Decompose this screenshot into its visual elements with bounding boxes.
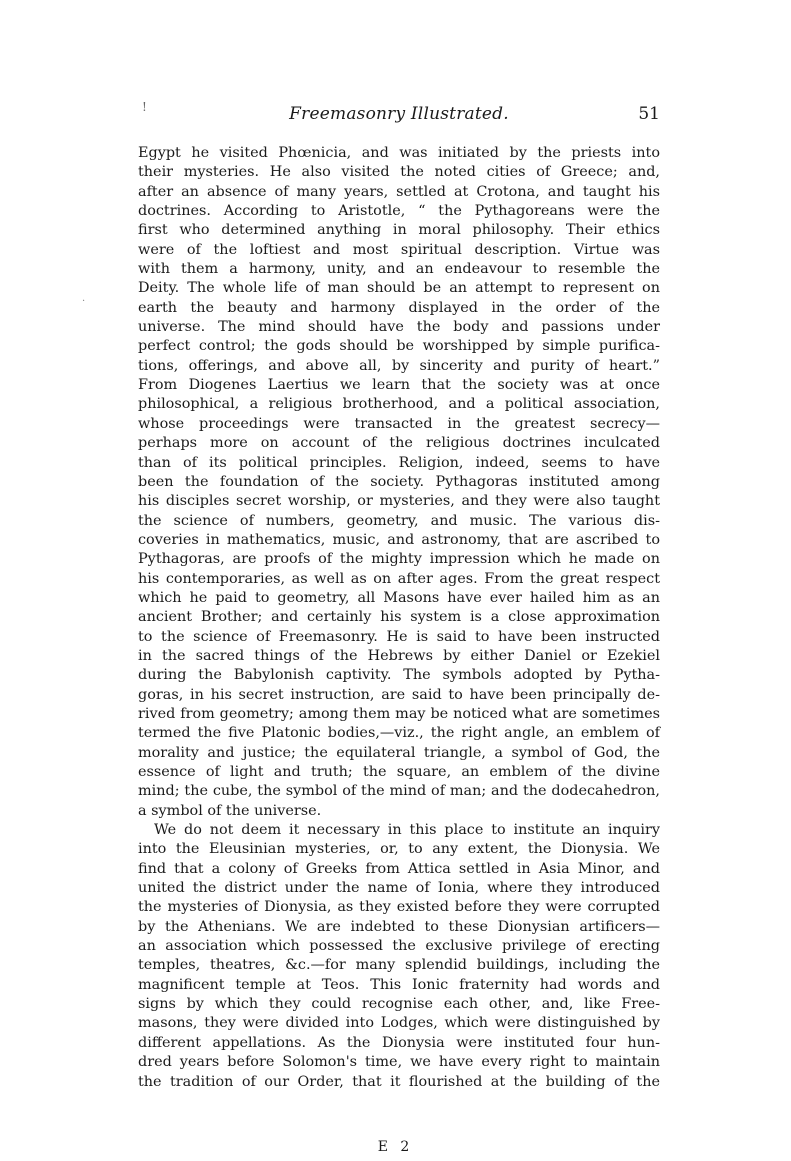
text-line: dred years before Solomon's time, we have every right to maintain bbox=[138, 1054, 660, 1071]
text-line: universe. The mind should have the body and passions under bbox=[138, 319, 660, 336]
text-line: a symbol of the universe. bbox=[138, 802, 322, 819]
text-line: in the sacred things of the Hebrews by either Daniel or Ezekiel bbox=[138, 647, 660, 664]
text-line: perhaps more on account of the religious doctrines inculcated bbox=[138, 435, 660, 452]
text-line: his disciples secret worship, or mysteries, and they were also taught bbox=[138, 493, 660, 510]
text-line: essence of light and truth; the square, an emblem of the divine bbox=[138, 764, 660, 780]
text-line: find that a colony of Greeks from Attica settled in Asia Minor, and bbox=[138, 860, 660, 877]
text-line: coveries in mathematics, music, and astronomy, that are ascribed to bbox=[138, 531, 660, 548]
text-line: rived from geometry; among them may be noticed what are sometimes bbox=[138, 705, 660, 722]
text-line: magnificent temple at Teos. This Ionic fraternity had words and bbox=[138, 976, 660, 993]
text-line: by the Athenians. We are indebted to these Dionysian artificers— bbox=[138, 918, 660, 935]
stray-mark: ! bbox=[142, 100, 147, 114]
text-line: an association which possessed the exclusive privilege of erecting bbox=[138, 938, 660, 955]
running-title: Freemasonry Illustrated. bbox=[289, 104, 509, 124]
text-line: termed the five Platonic bodies,—viz., the right angle, an emblem of bbox=[138, 725, 660, 742]
text-line: after an absence of many years, settled at Crotona, and taught his bbox=[138, 183, 660, 200]
text-line: different appellations. As the Dionysia were instituted four hun- bbox=[138, 1034, 660, 1051]
text-line: morality and justice; the equilateral triangle, a symbol of God, the bbox=[138, 744, 660, 761]
text-line: their mysteries. He also visited the noted cities of Greece; and, bbox=[138, 164, 660, 181]
margin-mark: · bbox=[82, 296, 86, 307]
text-line: mind; the cube, the symbol of the mind of man; and the dodecahedron, bbox=[138, 783, 660, 800]
text-line: to the science of Freemasonry. He is said to have been instructed bbox=[138, 628, 660, 645]
text-line: doctrines. According to Aristotle, “ the Pythagoreans were the bbox=[138, 203, 660, 220]
text-line: philosophical, a religious brotherhood, and a political association, bbox=[138, 396, 660, 413]
signature-mark: E 2 bbox=[377, 1139, 414, 1155]
text-line: Pythagoras, are proofs of the mighty impression which he made on bbox=[138, 551, 660, 568]
text-line: which he paid to geometry, all Masons have ever hailed him as an bbox=[138, 589, 660, 606]
text-line: Deity. The whole life of man should be an attempt to represent on bbox=[138, 280, 660, 297]
text-line: masons, they were divided into Lodges, which were distinguished by bbox=[138, 1015, 660, 1032]
text-line: than of its political principles. Religion, indeed, seems to have bbox=[138, 454, 660, 471]
body-text bbox=[138, 144, 660, 1092]
text-line: tions, offerings, and above all, by sincerity and purity of heart.” bbox=[138, 357, 660, 374]
text-line: his contemporaries, as well as on after ages. From the great respect bbox=[138, 570, 660, 587]
page-header bbox=[138, 104, 660, 132]
text-line: From Diogenes Laertius we learn that the society was at once bbox=[138, 377, 660, 394]
text-line: perfect control; the gods should be worshipped by simple purifica- bbox=[138, 338, 660, 355]
text-line: united the district under the name of Ionia, where they introduced bbox=[138, 880, 660, 897]
text-line: the science of numbers, geometry, and music. The various dis- bbox=[138, 512, 660, 529]
text-line: the tradition of our Order, that it flourished at the building of the bbox=[138, 1073, 660, 1090]
page-number: 51 bbox=[638, 104, 660, 124]
text-line: into the Eleusinian mysteries, or, to any extent, the Dionysia. We bbox=[138, 841, 660, 858]
text-line: We do not deem it necessary in this place to institute an inquiry bbox=[154, 822, 660, 839]
text-line: during the Babylonish captivity. The symbols adopted by Pytha- bbox=[138, 667, 660, 684]
text-line: been the foundation of the society. Pythagoras instituted among bbox=[138, 473, 660, 490]
text-line: with them a harmony, unity, and an endeavour to resemble the bbox=[138, 261, 660, 278]
text-line: first who determined anything in moral philosophy. Their ethics bbox=[138, 222, 660, 239]
text-line: ancient Brother; and certainly his system is a close approximation bbox=[138, 609, 660, 626]
text-line: Egypt he visited Phœnicia, and was initiated by the priests into bbox=[138, 145, 660, 161]
text-line: goras, in his secret instruction, are said to have been principally de- bbox=[138, 686, 660, 703]
text-line: were of the loftiest and most spiritual description. Virtue was bbox=[138, 241, 660, 258]
text-line: whose proceedings were transacted in the greatest secrecy— bbox=[138, 415, 660, 432]
paragraph bbox=[138, 821, 660, 1092]
text-line: the mysteries of Dionysia, as they existed before they were corrupted bbox=[138, 899, 660, 916]
text-line: temples, theatres, &c.—for many splendid buildings, including the bbox=[138, 957, 660, 974]
text-line: earth the beauty and harmony displayed in the order of the bbox=[138, 299, 660, 316]
text-line: signs by which they could recognise each other, and, like Free- bbox=[138, 996, 660, 1013]
paragraph bbox=[138, 144, 660, 821]
